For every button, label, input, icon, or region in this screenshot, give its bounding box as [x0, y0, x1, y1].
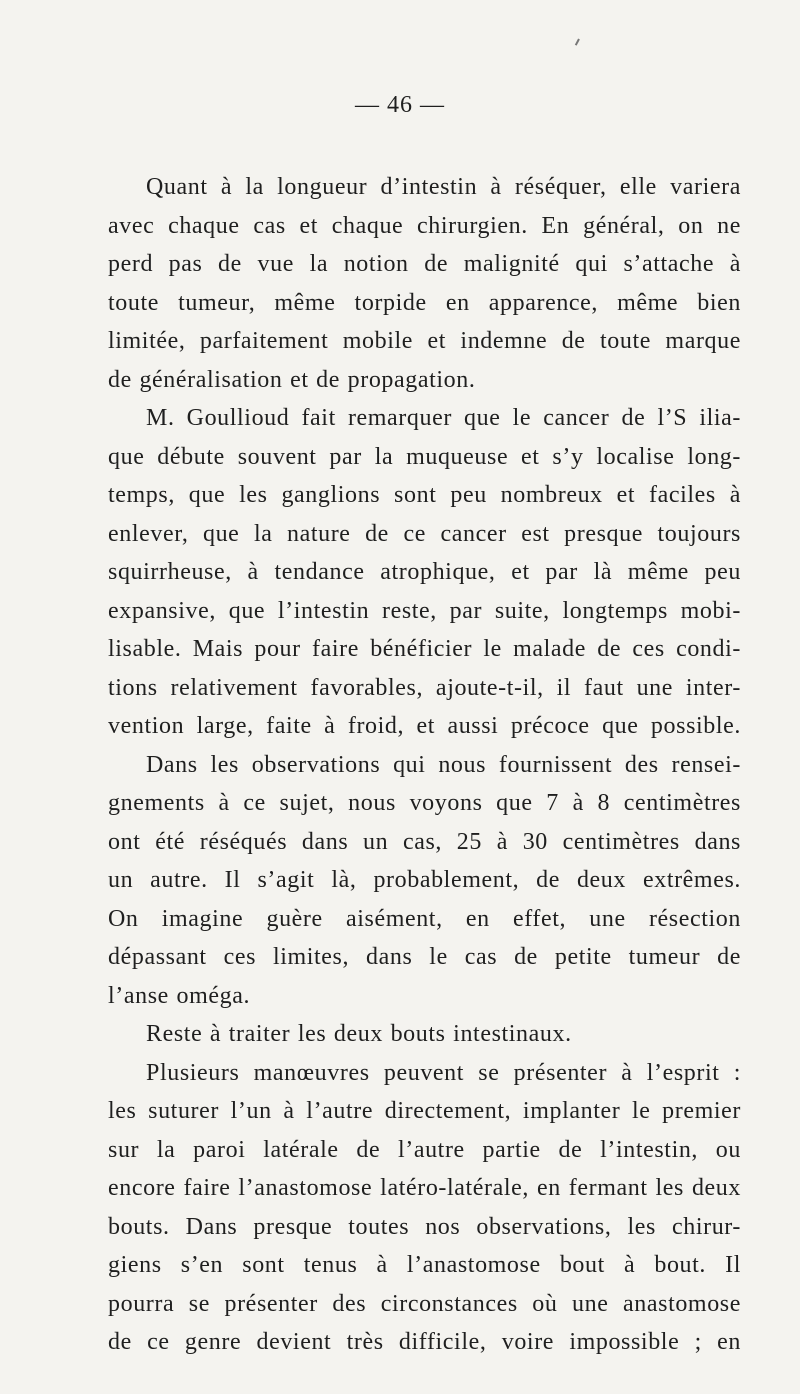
- page-number: — 46 —: [355, 92, 445, 118]
- text-line: que débute souvent par la muqueuse et s’y localise long-: [108, 444, 741, 470]
- text-line: encore faire l’anastomose latéro-latérale, en fermant les deux: [108, 1175, 741, 1201]
- text-line: squirrheuse, à tendance atrophique, et par là même peu: [108, 559, 741, 585]
- text-line: les suturer l’un à l’autre directement, implanter le premier: [108, 1098, 741, 1124]
- text-line: lisable. Mais pour faire bénéficier le malade de ces condi-: [108, 636, 741, 662]
- text-line: On imagine guère aisément, en effet, une résection: [108, 906, 741, 932]
- text-line: giens s’en sont tenus à l’anastomose bout à bout. Il: [108, 1252, 741, 1278]
- text-line: perd pas de vue la notion de malignité qui s’attache à: [108, 251, 741, 277]
- text-line: de généralisation et de propagation.: [108, 367, 476, 393]
- text-line: de ce genre devient très difficile, voire impossible ; en: [108, 1329, 741, 1355]
- text-line: avec chaque cas et chaque chirurgien. En général, on ne: [108, 213, 741, 239]
- text-line: Quant à la longueur d’intestin à réséquer, elle variera: [146, 174, 741, 200]
- text-line: limitée, parfaitement mobile et indemne de toute marque: [108, 328, 741, 354]
- text-line: pourra se présenter des circonstances où une anastomose: [108, 1291, 741, 1317]
- text-line: vention large, faite à froid, et aussi précoce que possible.: [108, 713, 741, 739]
- text-line: l’anse oméga.: [108, 983, 251, 1009]
- stray-mark: [575, 39, 585, 49]
- text-line: M. Goullioud fait remarquer que le cancer de l’S ilia-: [146, 405, 741, 431]
- text-line: expansive, que l’intestin reste, par suite, longtemps mobi-: [108, 598, 741, 624]
- text-line: tions relativement favorables, ajoute-t-il, il faut une inter-: [108, 675, 741, 701]
- text-line: Reste à traiter les deux bouts intestinaux.: [146, 1021, 572, 1047]
- text-line: dépassant ces limites, dans le cas de petite tumeur de: [108, 944, 741, 970]
- text-line: temps, que les ganglions sont peu nombreux et faciles à: [108, 482, 741, 508]
- text-line: bouts. Dans presque toutes nos observations, les chirur-: [108, 1214, 741, 1240]
- text-line: enlever, que la nature de ce cancer est presque toujours: [108, 521, 741, 547]
- text-line: toute tumeur, même torpide en apparence, même bien: [108, 290, 741, 316]
- text-line: ont été réséqués dans un cas, 25 à 30 centimètres dans: [108, 829, 741, 855]
- text-line: un autre. Il s’agit là, probablement, de deux extrêmes.: [108, 867, 741, 893]
- text-line: Plusieurs manœuvres peuvent se présenter à l’esprit :: [146, 1060, 741, 1086]
- text-line: Dans les observations qui nous fournissent des rensei-: [146, 752, 741, 778]
- text-line: gnements à ce sujet, nous voyons que 7 à 8 centimètres: [108, 790, 741, 816]
- text-line: sur la paroi latérale de l’autre partie de l’intestin, ou: [108, 1137, 741, 1163]
